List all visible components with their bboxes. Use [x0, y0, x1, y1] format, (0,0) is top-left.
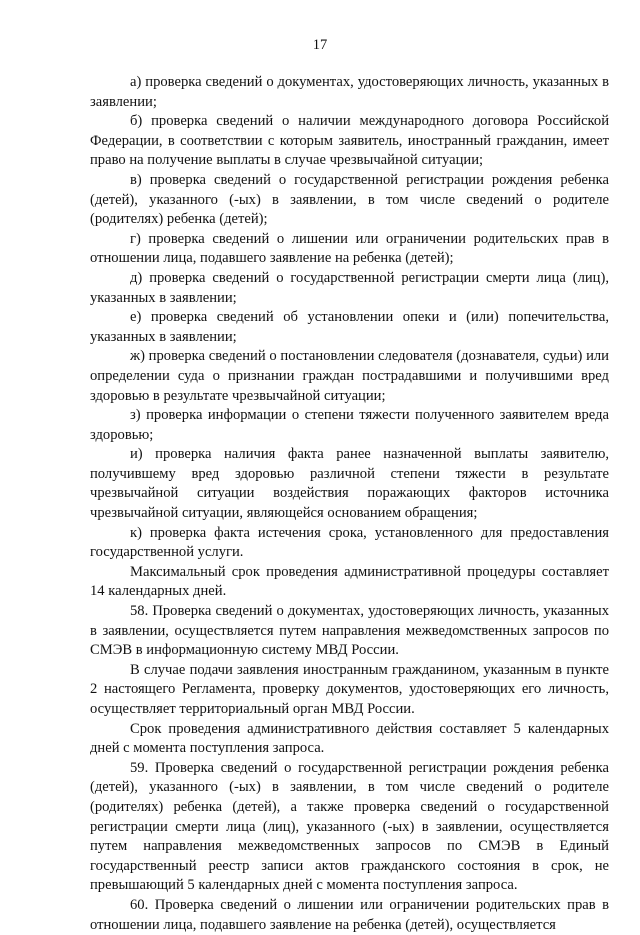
- paragraph-v: в) проверка сведений о государственной регистрации рождения ребенка (детей), указанного (-ых) в заявлении, в том числе сведений о родителе (родителях) ребенка (детей);: [90, 171, 609, 228]
- paragraph-b: б) проверка сведений о наличии международного договора Российской Федерации, в соответствии с которым заявитель, иностранный гражданин, имеет право на получение выплаты в случае чрезвычайной ситуации;: [90, 113, 609, 169]
- page-number: 17: [312, 37, 328, 53]
- paragraph-k: к) проверка факта истечения срока, установленного для предоставления государственной услуги.: [90, 524, 609, 561]
- paragraph-58-foreign: В случае подачи заявления иностранным гражданином, указанным в пункте 2 настоящего Регламента, проверку документов, удостоверяющих его личность, осуществляет территориальный орган МВД России.: [90, 661, 609, 717]
- paragraph-58-term: Срок проведения административного действия составляет 5 календарных дней с момента поступления запроса.: [90, 720, 609, 757]
- paragraph-i: и) проверка наличия факта ранее назначенной выплаты заявителю, получившему вред здоровью различной степени тяжести в результате чрезвычайной ситуации воздействия поражающих факторов источника чрезвычайной ситуации, являющейся основанием обращения;: [90, 446, 609, 522]
- paragraph-g: г) проверка сведений о лишении или ограничении родительских прав в отношении лица, подавшего заявление на ребенка (детей);: [90, 230, 609, 267]
- paragraph-d: д) проверка сведений о государственной регистрации смерти лица (лиц), указанных в заявлении;: [90, 269, 609, 306]
- paragraph-59: 59. Проверка сведений о государственной регистрации рождения ребенка (детей), указанного (-ых) в заявлении, в том числе сведений о родителе (родителях) ребенка (детей), а также проверка сведений о государственной регистрации смерти лица (лиц), указанного (-ых) в заявлении, осуществляется путем направления межведомственных запросов по СМЭВ в Единый государственный реестр записи актов гражданского состояния в срок, не превышающий 5 календарных дней с момента поступления запроса.: [90, 759, 609, 894]
- paragraph-58: 58. Проверка сведений о документах, удостоверяющих личность, указанных в заявлении, осуществляется путем направления межведомственных запросов по СМЭВ в информационную систему МВД России.: [90, 603, 609, 659]
- document-body: [90, 73, 609, 935]
- paragraph-max-term: Максимальный срок проведения административной процедуры составляет 14 календарных дней.: [90, 563, 609, 600]
- paragraph-60: 60. Проверка сведений о лишении или ограничении родительских прав в отношении лица, подавшего заявление на ребенка (детей), осуществляется: [90, 896, 609, 933]
- paragraph-e: е) проверка сведений об установлении опеки и (или) попечительства, указанных в заявлении;: [90, 309, 609, 345]
- paragraph-zh: ж) проверка сведений о постановлении следователя (дознавателя, судьи) или определении суда о признании граждан пострадавшими и получившими вред здоровью в результате чрезвычайной ситуации;: [90, 348, 609, 404]
- paragraph-z: з) проверка информации о степени тяжести полученного заявителем вреда здоровью;: [90, 407, 609, 443]
- paragraph-a: а) проверка сведений о документах, удостоверяющих личность, указанных в заявлении;: [90, 74, 609, 110]
